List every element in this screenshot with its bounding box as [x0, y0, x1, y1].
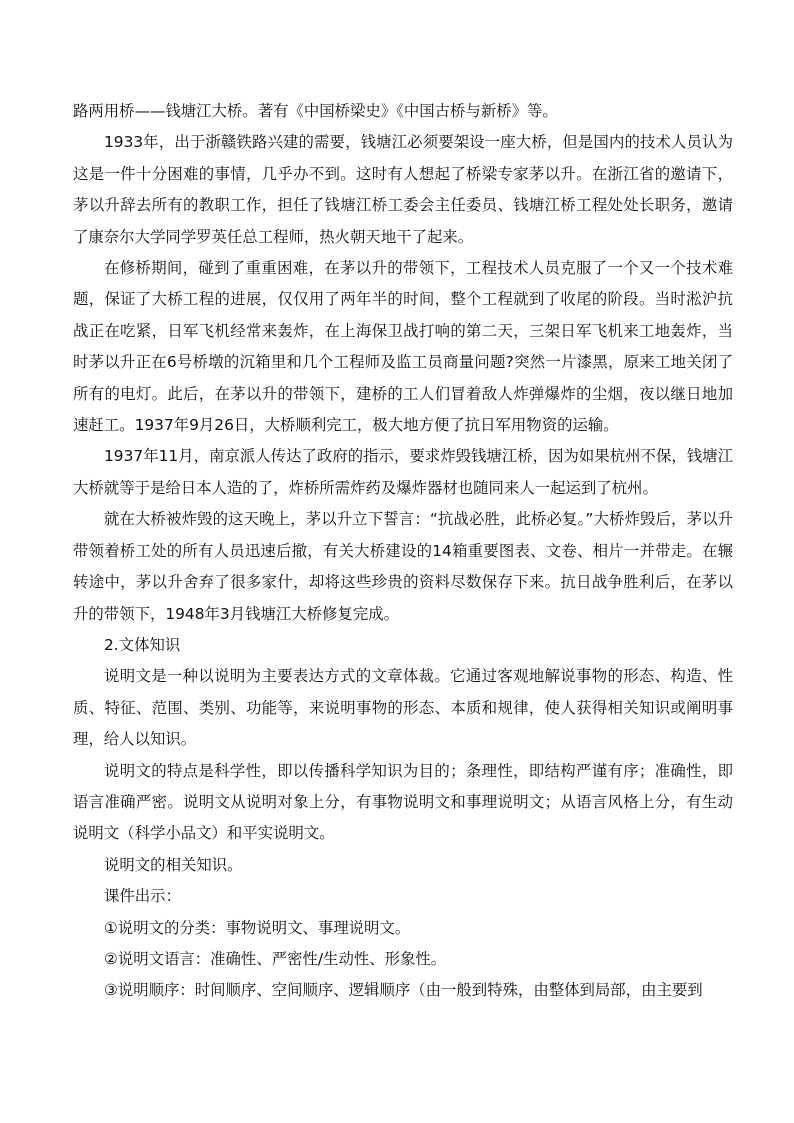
- document-body: [73, 96, 733, 1007]
- list-item-1: ①说明文的分类：事物说明文、事理说明文。: [104, 918, 411, 937]
- section-heading: 2.文体知识: [104, 635, 181, 654]
- paragraph-8: 说明文的相关知识。: [104, 855, 243, 874]
- list-item-3: ③说明顺序：时间顺序、空间顺序、逻辑顺序（由一般到特殊，由整体到局部，由主要到: [104, 981, 703, 1000]
- paragraph-4: 1937年11月，南京派人传达了政府的指示，要求炸毁钱塘江桥，因为如果杭州不保，钱塘江大桥就等于是给日本人造的了，炸桥所需炸药及爆炸器材也随同来人一起运到了杭州。: [73, 447, 733, 497]
- paragraph-5: 就在大桥被炸毁的这天晚上，茅以升立下誓言：“抗战必胜，此桥必复。”大桥炸毁后，茅以升带领着桥工处的所有人员迅速后撤，有关大桥建设的14箱重要图表、文卷、相片一并带走。在辗转途中，茅以升舍弃了很多家什，却将这些珍贵的资料尽数保存下来。抗日战争胜利后，在茅以升的带领下，1948年3月钱塘江大桥修复完成。: [73, 510, 733, 623]
- paragraph-9: 课件出示：: [104, 887, 181, 906]
- paragraph-7: 说明文的特点是科学性，即以传播科学知识为目的；条理性，即结构严谨有序；准确性，即语言准确严密。说明文从说明对象上分，有事物说明文和事理说明文；从语言风格上分，有生动说明文（科学小品文）和平实说明文。: [73, 761, 733, 843]
- paragraph-1: 路两用桥——钱塘江大桥。著有《中国桥梁史》《中国古桥与新桥》等。: [73, 102, 558, 120]
- list-item-2: ②说明文语言：准确性、严密性/生动性、形象性。: [104, 949, 447, 968]
- paragraph-3: 在修桥期间，碰到了重重困难，在茅以升的带领下，工程技术人员克服了一个又一个技术难题，保证了大桥工程的进展，仅仅用了两年半的时间，整个工程就到了收尾的阶段。当时淞沪抗战正在吃紧，日军飞机经常来轰炸，在上海保卫战打响的第二天，三架日军飞机来工地轰炸，当时茅以升正在6号桥墩的沉箱里和几个工程师及监工员商量问题?突然一片漆黑，原来工地关闭了所有的电灯。此后，在茅以升的带领下，建桥的工人们冒着敌人炸弹爆炸的尘烟，夜以继日地加速赶工。1937年9月26日，大桥顺利完工，极大地方便了抗日军用物资的运输。: [73, 259, 733, 435]
- paragraph-6: 说明文是一种以说明为主要表达方式的文章体裁。它通过客观地解说事物的形态、构造、性质、特征、范围、类别、功能等，来说明事物的形态、本质和规律，使人获得相关知识或阐明事理，给人以知识。: [73, 667, 733, 749]
- paragraph-2: 1933年，出于浙赣铁路兴建的需要，钱塘江必须要架设一座大桥，但是国内的技术人员认为这是一件十分困难的事情，几乎办不到。这时有人想起了桥梁专家茅以升。在浙江省的邀请下，茅以升辞去所有的教职工作，担任了钱塘江桥工委会主任委员、钱塘江桥工程处处长职务，邀请了康奈尔大学同学罗英任总工程师，热火朝天地干了起来。: [73, 133, 733, 246]
